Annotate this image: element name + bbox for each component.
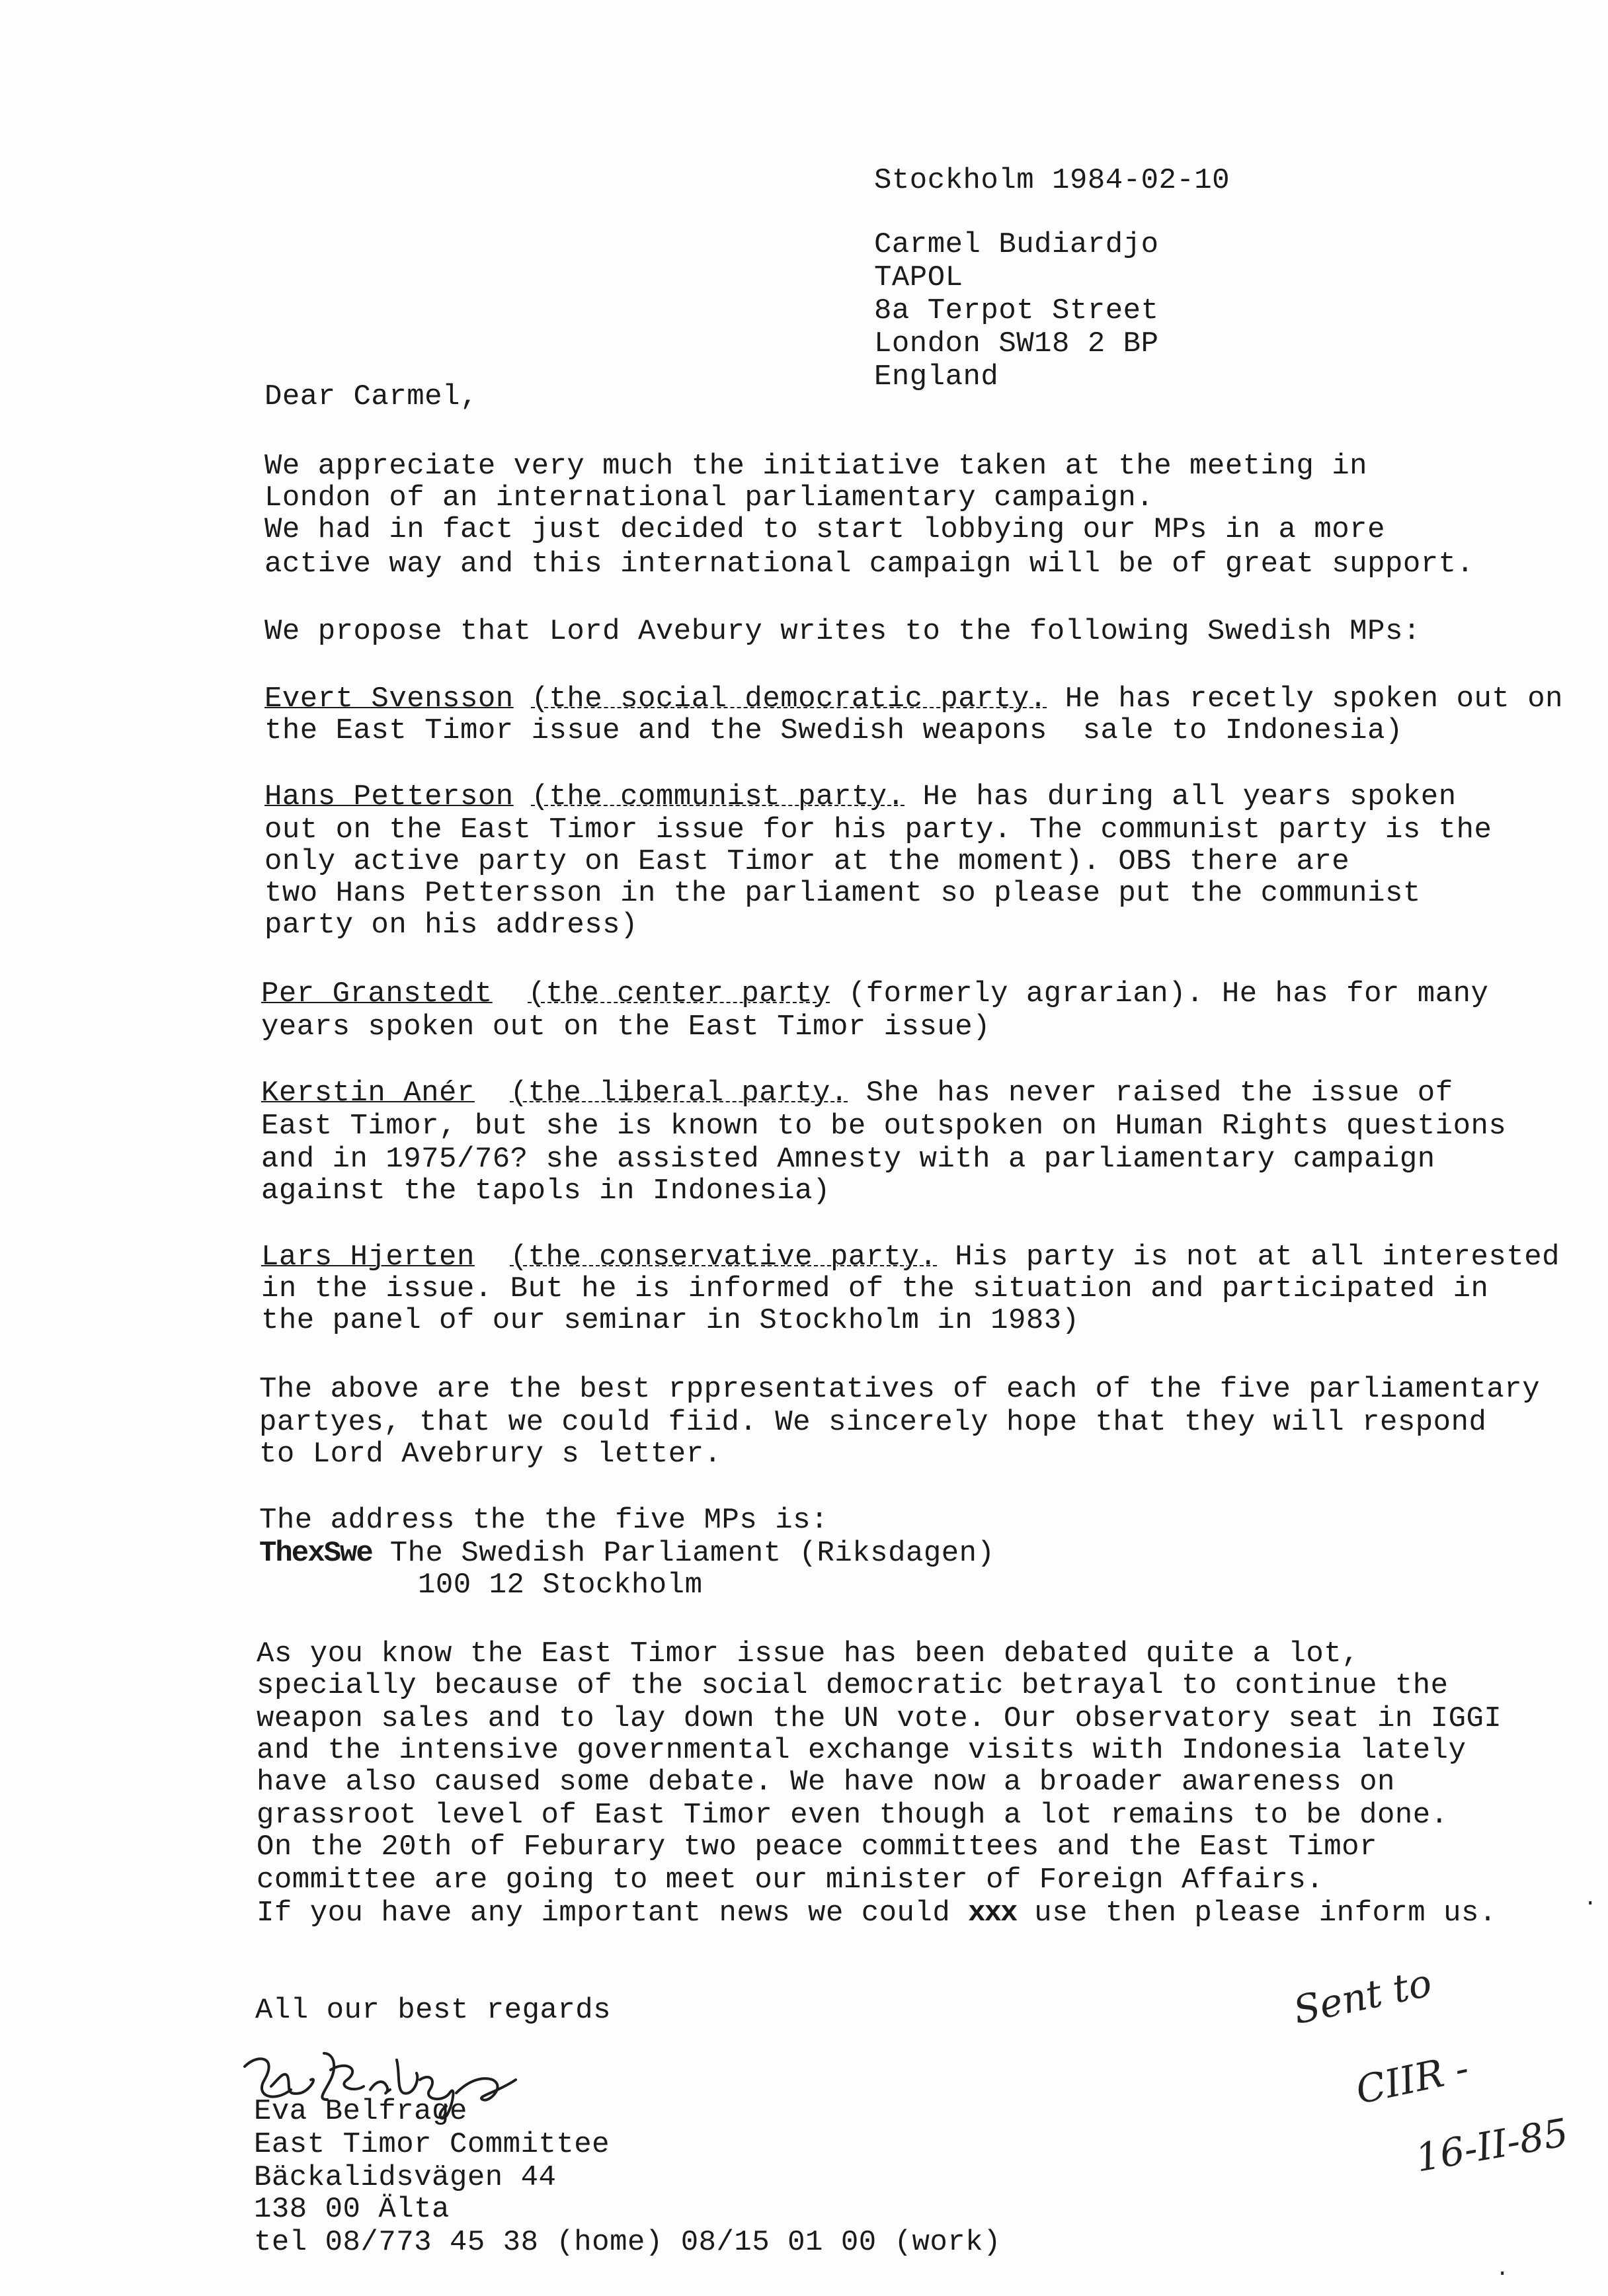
mp-first-line bbox=[264, 780, 1457, 813]
mp-line: the panel of our seminar in Stockholm in 1983) bbox=[261, 1304, 1080, 1337]
mp-party: (the center party bbox=[528, 977, 830, 1010]
paragraph-line: to Lord Avebrury s letter. bbox=[259, 1438, 722, 1471]
mp-line: party on his address) bbox=[264, 909, 638, 942]
mp-line: East Timor, but she is known to be outspoken on Human Rights questions bbox=[261, 1110, 1507, 1143]
note-line: 16-II-85 bbox=[1412, 2110, 1572, 2181]
struck-text: xxx bbox=[968, 1897, 1017, 1930]
mp-text: (formerly agrarian). He has for many bbox=[830, 977, 1489, 1010]
mp-line: out on the East Timor issue for his party. The communist party is the bbox=[264, 813, 1492, 846]
paragraph-line bbox=[257, 1897, 1497, 1930]
address-intro: The address the the five MPs is: bbox=[259, 1504, 828, 1537]
mp-name: Per Granstedt bbox=[261, 977, 493, 1010]
line-text: If you have any important news we could bbox=[257, 1897, 969, 1930]
sender-street: Bäckalidsvägen 44 bbox=[254, 2161, 557, 2194]
note-line: Sent to bbox=[1289, 1959, 1436, 2033]
intro-line: London of an international parliamentary campaign. bbox=[264, 481, 1154, 514]
mp-name: Hans Petterson bbox=[264, 780, 514, 813]
mp-line: against the tapols in Indonesia) bbox=[261, 1174, 830, 1208]
recipient-country: England bbox=[874, 360, 999, 393]
paragraph-line: and the intensive governmental exchange visits with Indonesia lately bbox=[257, 1734, 1467, 1767]
paragraph-line: As you know the East Timor issue has been debated quite a lot, bbox=[257, 1637, 1360, 1670]
line-text: use then please inform us. bbox=[1016, 1897, 1497, 1930]
paragraph-line: weapon sales and to lay down the UN vote. Our observatory seat in IGGI bbox=[257, 1702, 1502, 1735]
sender-city: 138 00 Älta bbox=[254, 2193, 450, 2226]
recipient-org: TAPOL bbox=[874, 261, 963, 294]
address-line bbox=[259, 1537, 995, 1570]
mp-line: only active party on East Timor at the moment). OBS there are bbox=[264, 845, 1350, 878]
mp-line: and in 1975/76? she assisted Amnesty with a parliamentary campaign bbox=[261, 1143, 1435, 1176]
mp-first-line bbox=[261, 1077, 1453, 1110]
mp-first-line bbox=[261, 977, 1488, 1010]
mp-party: (the social democratic party. bbox=[531, 682, 1047, 716]
recipient-name: Carmel Budiardjo bbox=[874, 228, 1159, 261]
regards-line: All our best regards bbox=[255, 1994, 612, 2027]
sender-org: East Timor Committee bbox=[254, 2128, 610, 2161]
mp-first-line bbox=[261, 1241, 1560, 1274]
mp-line: years spoken out on the East Timor issue) bbox=[261, 1010, 991, 1044]
sender-phone: tel 08/773 45 38 (home) 08/15 01 00 (work) bbox=[254, 2226, 1001, 2259]
mp-first-line bbox=[264, 682, 1563, 716]
mp-line: two Hans Pettersson in the parliament so please put the communist bbox=[264, 877, 1421, 910]
mp-party: (the conservative party. bbox=[510, 1241, 938, 1274]
mp-text: She has never raised the issue of bbox=[848, 1077, 1453, 1110]
propose-line: We propose that Lord Avebury writes to the following Swedish MPs: bbox=[264, 615, 1421, 648]
recipient-city: London SW18 2 BP bbox=[874, 327, 1159, 360]
mp-text: He has recetly spoken out on bbox=[1047, 682, 1564, 716]
struck-text: ThexSwe bbox=[259, 1537, 372, 1570]
note-line: CIIR - bbox=[1351, 2045, 1473, 2113]
salutation: Dear Carmel, bbox=[264, 380, 478, 413]
paragraph-line: have also caused some debate. We have now a broader awareness on bbox=[257, 1766, 1395, 1799]
mp-text: He has during all years spoken bbox=[904, 780, 1457, 813]
mp-name: Evert Svensson bbox=[264, 682, 514, 716]
intro-line: We had in fact just decided to start lobbying our MPs in a more bbox=[264, 513, 1385, 546]
intro-line: active way and this international campaign will be of great support. bbox=[264, 548, 1474, 581]
mp-party: (the liberal party. bbox=[510, 1077, 848, 1110]
address-line: 100 12 Stockholm bbox=[418, 1569, 703, 1602]
address-text: The Swedish Parliament (Riksdagen) bbox=[372, 1537, 995, 1570]
paragraph-line: partyes, that we could fiid. We sincerely hope that they will respond bbox=[259, 1406, 1487, 1439]
paragraph-line: specially because of the social democratic betrayal to continue the bbox=[257, 1669, 1449, 1702]
sender-name: Eva Belfrage bbox=[254, 2095, 467, 2128]
mp-line: in the issue. But he is informed of the situation and participated in bbox=[261, 1272, 1489, 1305]
mp-name: Lars Hjerten bbox=[261, 1241, 475, 1274]
mp-party: (the communist party. bbox=[531, 780, 905, 813]
stray-mark: · bbox=[1584, 1891, 1597, 1916]
recipient-street: 8a Terpot Street bbox=[874, 294, 1159, 327]
letter-date: Stockholm 1984-02-10 bbox=[874, 164, 1230, 197]
stray-mark: · bbox=[1496, 2262, 1509, 2287]
paragraph-line: On the 20th of Feburary two peace committees and the East Timor bbox=[257, 1830, 1377, 1864]
paragraph-line: grassroot level of East Timor even though a lot remains to be done. bbox=[257, 1799, 1449, 1832]
paragraph-line: committee are going to meet our minister of Foreign Affairs. bbox=[257, 1864, 1324, 1897]
intro-line: We appreciate very much the initiative taken at the meeting in bbox=[264, 450, 1368, 483]
mp-line: the East Timor issue and the Swedish weapons sale to Indonesia) bbox=[264, 714, 1403, 747]
mp-name: Kerstin Anér bbox=[261, 1077, 475, 1110]
mp-text: His party is not at all interested bbox=[937, 1241, 1560, 1274]
paragraph-line: The above are the best rppresentatives of each of the five parliamentary bbox=[259, 1373, 1541, 1406]
